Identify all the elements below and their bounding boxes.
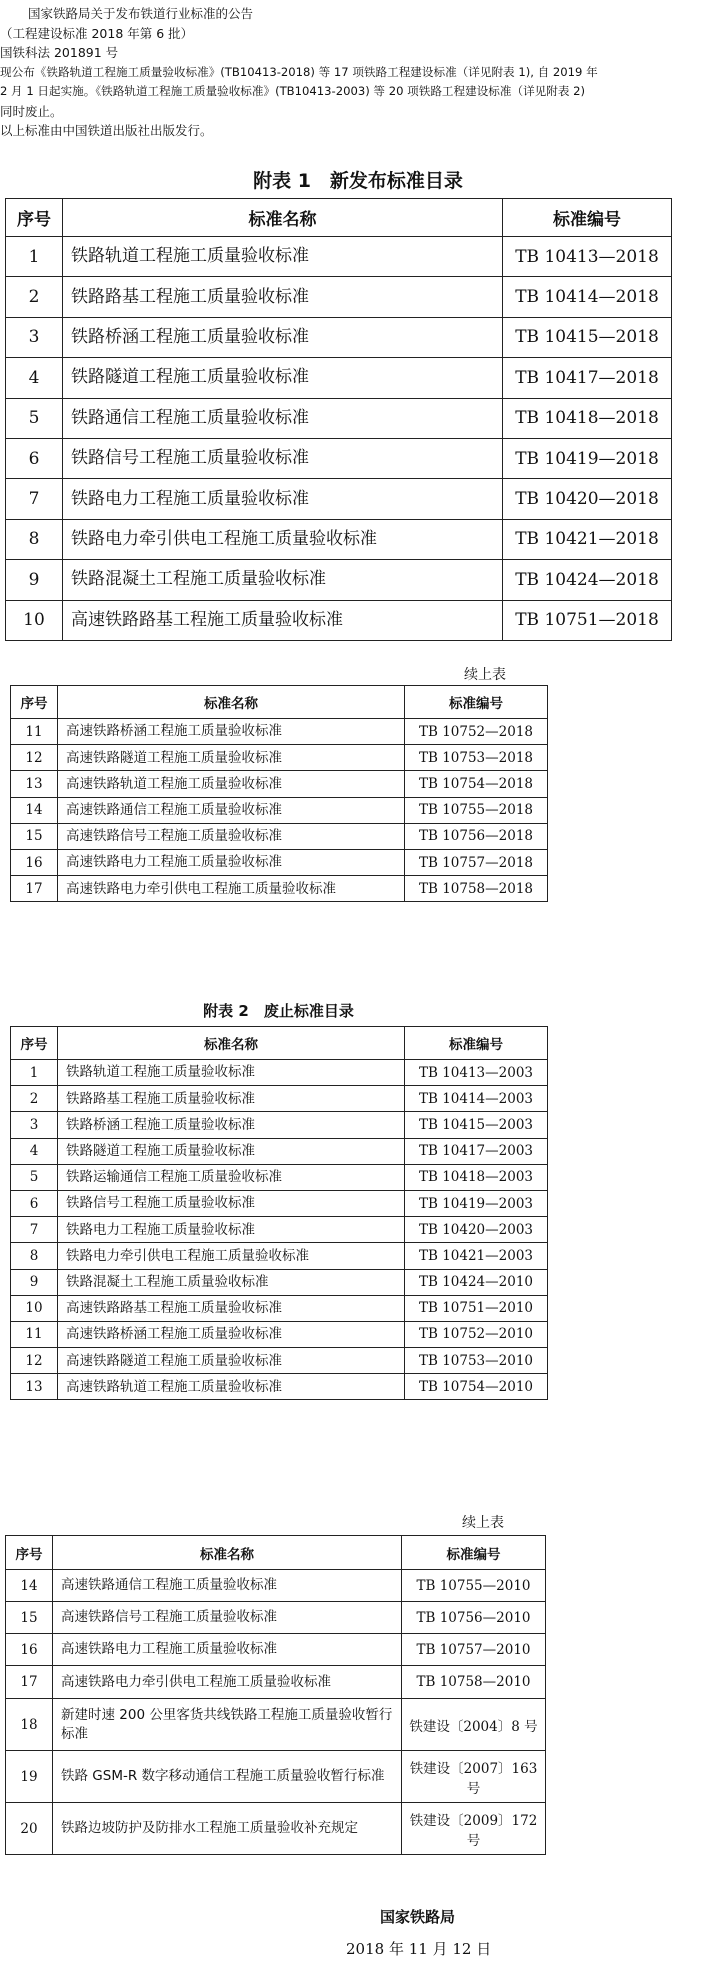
table-row [11,771,548,797]
standard-code: TB 10414—2018 [503,277,672,317]
standard-code: TB 10420—2018 [503,479,672,519]
table-row [11,1295,548,1321]
row-index: 16 [11,849,58,875]
table-row [6,1699,546,1751]
col-header-index: 序号 [11,686,58,719]
standard-code: TB 10421—2018 [503,519,672,559]
col-header-code: 标准编号 [405,686,548,719]
row-index: 11 [11,1321,58,1347]
table-row [11,719,548,745]
standard-code: 铁建设〔2009〕172 号 [402,1803,546,1855]
standard-code: TB 10419—2003 [405,1190,548,1216]
table-header-row [6,1536,546,1570]
table-row [6,519,672,559]
row-index: 10 [11,1295,58,1321]
table1-title: 附表 1 新发布标准目录 [253,170,463,192]
standard-name: 高速铁路电力牵引供电工程施工质量验收标准 [53,1666,402,1699]
standard-code: TB 10757—2010 [402,1634,546,1666]
standard-code: TB 10755—2018 [405,797,548,823]
standard-name: 高速铁路桥涵工程施工质量验收标准 [58,719,405,745]
standard-name: 铁路边坡防护及防排水工程施工质量验收补充规定 [53,1803,402,1855]
table-row [6,600,672,640]
table-row [11,797,548,823]
standard-code: 铁建设〔2004〕8 号 [402,1699,546,1751]
table-row [11,1243,548,1269]
table2-continued-label: 续上表 [462,1515,504,1531]
standard-name: 铁路轨道工程施工质量验收标准 [58,1060,405,1086]
table-row [6,317,672,357]
row-index: 14 [6,1570,53,1602]
row-index: 13 [11,1374,58,1400]
standard-code: TB 10752—2010 [405,1321,548,1347]
col-header-name: 标准名称 [53,1536,402,1570]
standard-name: 高速铁路轨道工程施工质量验收标准 [58,1374,405,1400]
row-index: 1 [11,1060,58,1086]
col-header-index: 序号 [6,1536,53,1570]
row-index: 8 [11,1243,58,1269]
table-row [6,237,672,277]
standard-name: 高速铁路信号工程施工质量验收标准 [58,823,405,849]
table1-continued [10,685,548,902]
announcement-body-line: 现公布《铁路轨道工程施工质量验收标准》(TB10413-2018) 等 17 项铁路工程建设标准（详见附表 1), 自 2019 年 [0,64,598,79]
table-row [6,398,672,438]
row-index: 7 [11,1217,58,1243]
row-index: 6 [11,1190,58,1216]
table-row [6,479,672,519]
row-index: 12 [11,745,58,771]
announcement-batch: （工程建设标准 2018 年第 6 批） [0,25,194,41]
row-index: 5 [6,398,63,438]
row-index: 15 [6,1602,53,1634]
table-row [11,1138,548,1164]
col-header-name: 标准名称 [58,686,405,719]
standard-code: TB 10419—2018 [503,438,672,478]
row-index: 13 [11,771,58,797]
table-row [6,358,672,398]
row-index: 9 [11,1269,58,1295]
standard-name: 高速铁路轨道工程施工质量验收标准 [58,771,405,797]
standard-name: 高速铁路电力牵引供电工程施工质量验收标准 [58,876,405,902]
table-row [6,560,672,600]
standard-code: TB 10754—2018 [405,771,548,797]
row-index: 19 [6,1751,53,1803]
standard-name: 铁路路基工程施工质量验收标准 [63,277,503,317]
row-index: 15 [11,823,58,849]
table1-new-standards [5,198,672,641]
row-index: 1 [6,237,63,277]
table-row [6,1634,546,1666]
table-header-row [11,686,548,719]
announcement-body-line: 同时废止。 [0,103,63,119]
standard-name: 高速铁路隧道工程施工质量验收标准 [58,1348,405,1374]
standard-name: 高速铁路电力工程施工质量验收标准 [58,849,405,875]
standard-code: TB 10417—2018 [503,358,672,398]
table-row [6,1751,546,1803]
table-row [6,277,672,317]
table-row [6,438,672,478]
standard-code: TB 10415—2018 [503,317,672,357]
table-row [11,1321,548,1347]
standard-name: 铁路混凝土工程施工质量验收标准 [58,1269,405,1295]
standard-code: TB 10751—2018 [503,600,672,640]
announcement-body-line: 2 月 1 日起实施。《铁路轨道工程施工质量验收标准》(TB10413-2003) 等 20 项铁路工程建设标准（详见附表 2) [0,84,586,98]
row-index: 17 [11,876,58,902]
row-index: 20 [6,1803,53,1855]
row-index: 11 [11,719,58,745]
standard-name: 高速铁路通信工程施工质量验收标准 [53,1570,402,1602]
col-header-code: 标准编号 [503,199,672,237]
table-row [11,1348,548,1374]
row-index: 3 [11,1112,58,1138]
row-index: 2 [11,1086,58,1112]
standard-name: 铁路 GSM-R 数字移动通信工程施工质量验收暂行标准 [53,1751,402,1803]
announcement-body-line: 以上标准由中国铁道出版社出版发行。 [0,123,213,138]
table-header-row [6,199,672,237]
standard-name: 铁路通信工程施工质量验收标准 [63,398,503,438]
table-row [6,1570,546,1602]
table-row [11,1086,548,1112]
col-header-code: 标准编号 [405,1027,548,1060]
row-index: 14 [11,797,58,823]
table-row [11,1060,548,1086]
table-row [6,1602,546,1634]
col-header-name: 标准名称 [63,199,503,237]
standard-name: 铁路运输通信工程施工质量验收标准 [58,1164,405,1190]
standard-name: 高速铁路信号工程施工质量验收标准 [53,1602,402,1634]
standard-name: 铁路轨道工程施工质量验收标准 [63,237,503,277]
col-header-code: 标准编号 [402,1536,546,1570]
standard-code: TB 10757—2018 [405,849,548,875]
standard-name: 铁路混凝土工程施工质量验收标准 [63,560,503,600]
table-row [6,1666,546,1699]
standard-name: 铁路路基工程施工质量验收标准 [58,1086,405,1112]
standard-name: 高速铁路隧道工程施工质量验收标准 [58,745,405,771]
row-index: 9 [6,560,63,600]
standard-code: TB 10756—2010 [402,1602,546,1634]
table2-title: 附表 2 废止标准目录 [203,1002,354,1020]
standard-name: 铁路电力工程施工质量验收标准 [58,1217,405,1243]
row-index: 5 [11,1164,58,1190]
standard-code: TB 10421—2003 [405,1243,548,1269]
table-row [11,1112,548,1138]
standard-code: TB 10424—2018 [503,560,672,600]
standard-name: 高速铁路路基工程施工质量验收标准 [63,600,503,640]
row-index: 16 [6,1634,53,1666]
table2-continued [5,1535,546,1855]
row-index: 4 [11,1138,58,1164]
standard-name: 高速铁路电力工程施工质量验收标准 [53,1634,402,1666]
standard-code: 铁建设〔2007〕163 号 [402,1751,546,1803]
standard-code: TB 10415—2003 [405,1112,548,1138]
issue-date: 2018 年 11 月 12 日 [346,1940,492,1958]
standard-name: 铁路信号工程施工质量验收标准 [63,438,503,478]
table-row [11,1164,548,1190]
standard-code: TB 10420—2003 [405,1217,548,1243]
standard-name: 高速铁路通信工程施工质量验收标准 [58,797,405,823]
standard-code: TB 10751—2010 [405,1295,548,1321]
standard-name: 铁路电力牵引供电工程施工质量验收标准 [58,1243,405,1269]
row-index: 7 [6,479,63,519]
table-row [11,849,548,875]
standard-code: TB 10424—2010 [405,1269,548,1295]
standard-name: 高速铁路路基工程施工质量验收标准 [58,1295,405,1321]
row-index: 10 [6,600,63,640]
standard-name: 铁路电力牵引供电工程施工质量验收标准 [63,519,503,559]
standard-code: TB 10753—2018 [405,745,548,771]
row-index: 12 [11,1348,58,1374]
table1-continued-label: 续上表 [464,667,506,683]
row-index: 4 [6,358,63,398]
standard-code: TB 10413—2018 [503,237,672,277]
row-index: 6 [6,438,63,478]
standard-code: TB 10414—2003 [405,1086,548,1112]
table-row [11,1269,548,1295]
row-index: 3 [6,317,63,357]
standard-name: 高速铁路桥涵工程施工质量验收标准 [58,1321,405,1347]
col-header-index: 序号 [11,1027,58,1060]
table-header-row [11,1027,548,1060]
table-row [11,1374,548,1400]
table-row [11,745,548,771]
standard-name: 铁路桥涵工程施工质量验收标准 [58,1112,405,1138]
standard-code: TB 10417—2003 [405,1138,548,1164]
issuer-signature: 国家铁路局 [380,1908,456,1926]
announcement-title: 国家铁路局关于发布铁道行业标准的公告 [28,6,254,21]
standard-code: TB 10418—2003 [405,1164,548,1190]
standard-code: TB 10753—2010 [405,1348,548,1374]
standard-name: 铁路信号工程施工质量验收标准 [58,1190,405,1216]
table2-abolished-standards [10,1026,548,1400]
standard-name: 铁路隧道工程施工质量验收标准 [58,1138,405,1164]
standard-code: TB 10755—2010 [402,1570,546,1602]
standard-code: TB 10752—2018 [405,719,548,745]
standard-code: TB 10418—2018 [503,398,672,438]
standard-name: 铁路隧道工程施工质量验收标准 [63,358,503,398]
row-index: 18 [6,1699,53,1751]
standard-name: 新建时速 200 公里客货共线铁路工程施工质量验收暂行标准 [53,1699,402,1751]
table-row [11,1190,548,1216]
table-row [6,1803,546,1855]
standard-code: TB 10756—2018 [405,823,548,849]
table-row [11,1217,548,1243]
standard-code: TB 10754—2010 [405,1374,548,1400]
standard-code: TB 10758—2010 [402,1666,546,1699]
row-index: 17 [6,1666,53,1699]
standard-name: 铁路桥涵工程施工质量验收标准 [63,317,503,357]
table-row [11,823,548,849]
table-row [11,876,548,902]
announcement-doc-number: 国铁科法 201891 号 [0,45,119,60]
row-index: 8 [6,519,63,559]
row-index: 2 [6,277,63,317]
standard-name: 铁路电力工程施工质量验收标准 [63,479,503,519]
col-header-index: 序号 [6,199,63,237]
col-header-name: 标准名称 [58,1027,405,1060]
standard-code: TB 10758—2018 [405,876,548,902]
standard-code: TB 10413—2003 [405,1060,548,1086]
announcement-intro [0,4,716,141]
